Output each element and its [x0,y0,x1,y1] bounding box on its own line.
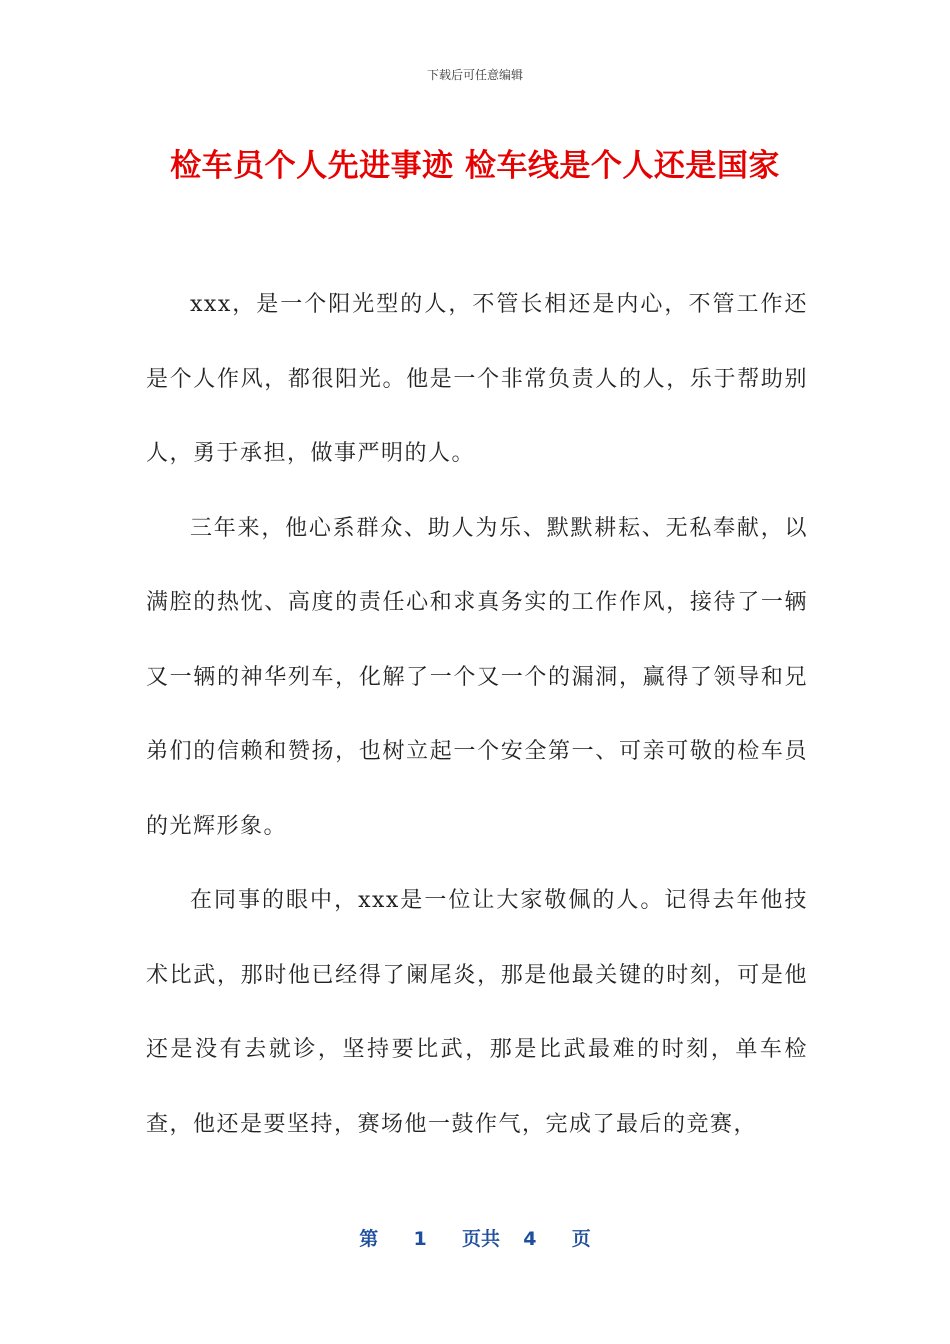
footer-page-total: 4 [523,1228,537,1250]
header-note: 下载后可任意编辑 [426,68,523,82]
paragraph-3: 在同事的眼中，xxx是一位让大家敬佩的人。记得去年他技术比武，那时他已经得了阑尾炎，那是他最关键的时刻，可是他还是没有去就诊，坚持要比武，那是比武最难的时刻，单车检查，他还是要坚持，赛场他一鼓作气，完成了最后的竞赛， [146,888,808,1137]
footer-page-middle: 页共 [461,1228,500,1250]
document-title: 检车员个人先进事迹 检车线是个人还是国家 [170,148,780,184]
footer-page-suffix: 页 [571,1228,591,1250]
footer-page-prefix: 第 [359,1228,379,1250]
footer-page-number: 1 [413,1228,427,1250]
paragraph-1: xxx，是一个阳光型的人，不管长相还是内心，不管工作还是个人作风，都很阳光。他是一个非常负责人的人，乐于帮助别人，勇于承担，做事严明的人。 [146,292,808,466]
paragraph-2: 三年来，他心系群众、助人为乐、默默耕耘、无私奉献，以满腔的热忱、高度的责任心和求真务实的工作作风，接待了一辆又一辆的神华列车，化解了一个又一个的漏洞，赢得了领导和兄弟们的信赖和赞扬，也树立起一个安全第一、可亲可敬的检车员的光辉形象。 [146,515,808,839]
document-body [146,268,808,1162]
page-footer [0,1224,950,1251]
